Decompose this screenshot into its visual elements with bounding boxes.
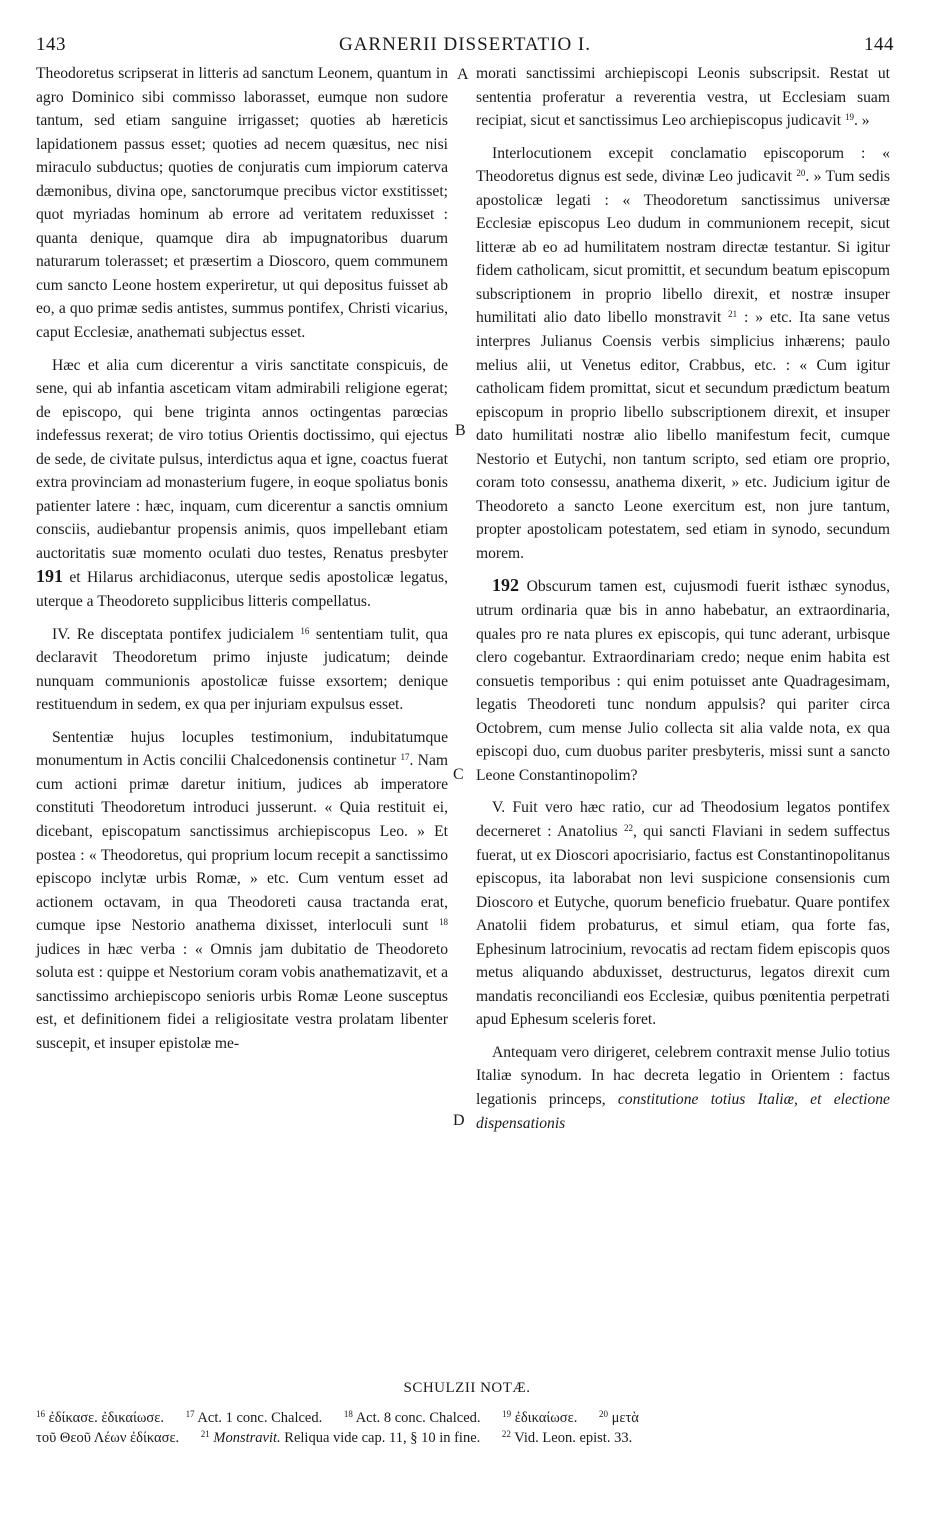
right-paragraph-2-text-b: . » Tum sedis apostolicæ legati : « Theodoretum sanctissimus universæ Ecclesiæ episcopus Leo dudum in communionem recepit, sicut litteræ ab eo ad humilitatem nostram directæ testantur. Si igitur fidem catholicam, sicut promittit, et secundum beatum episcopum subscriptionem in proprio libello direxit, et nostræ insuper humilitati alio dato libello monstravit	[476, 168, 890, 327]
footnote-22	[502, 1428, 632, 1448]
footnote-20-number: 20	[598, 1409, 608, 1419]
right-paragraph-1-text-a: morati sanctissimi archiepiscopi Leonis subscripsit. Restat ut sententia proferatur a reverentia vestra, ut Ecclesiam suam recipiat, sicut et sanctissimus Leo archiepiscopus judicavit	[476, 65, 890, 130]
footnote-ref-18: 18	[439, 917, 448, 928]
margin-marker-c: C	[453, 766, 464, 783]
page-number-right: 144	[864, 34, 894, 55]
footnote-19	[502, 1408, 577, 1428]
right-paragraph-3	[476, 574, 890, 787]
footnote-21	[201, 1428, 481, 1448]
footnote-16-text: ἐδίκασε. ἐδικαίωσε.	[48, 1410, 164, 1426]
section-number-191: 191	[36, 566, 63, 587]
page-number-left: 143	[36, 34, 66, 55]
footnote-ref-21: 21	[728, 309, 738, 320]
footnote-ref-22: 22	[623, 822, 633, 833]
margin-marker-b: B	[455, 422, 466, 439]
footnote-ref-20: 20	[796, 168, 806, 179]
footnote-19-number: 19	[502, 1409, 512, 1419]
footnote-ref-16: 16	[300, 625, 310, 636]
footnote-18-number: 18	[343, 1409, 353, 1419]
left-paragraph-2-text-a: Hæc et alia cum dicerentur a viris sanctitate conspicuis, de sene, qui ab infantia asceticam vitam admirabili religione egerat; de episcopo, qui bene triginta annos octingentas parœcias indefessus rexerat; de viro totius Orientis doctissimo, qui ejectus de sede, de civitate pulsus, interdictus aqua et igne, coactus fuerat extra provinciam ad monasterium fugere, in eoque spoliatus bonis patienter latere : hæc, inquam, cum dicerentur a sanctis omnium consciis, audiebantur propensis animis, quos impellebant etiam auctoritatis suæ momento oculati duo testes, Renatus presbyter	[36, 356, 448, 562]
left-paragraph-4-text-b: . Nam cum actioni primæ daretur initium, judices ab imperatore constituti Theodoretum introduci jusserunt. « Quia restituit ei, dicebant, episcopatum sanctissimus archiepiscopus Leo. » Et postea : « Theodoretus, qui proprium locum recepit a sanctissimo episcopo inclytæ urbis Romæ, » etc. Cum ventum esset ad actionem octavam, in qua Theodoreti causa tractanda erat, cumque ipse Nestorio anathema dixisset, interloculi sunt	[36, 752, 448, 935]
right-paragraph-2-text-a: Interlocutionem excepit conclamatio episcoporum : « Theodoretus dignus est sede, divinæ Leo judicavit	[476, 144, 890, 186]
margin-marker-a: A	[457, 66, 469, 83]
footnote-17-number: 17	[185, 1409, 195, 1419]
notes-heading: SCHULZII NOTÆ.	[403, 1380, 531, 1396]
right-paragraph-1	[476, 62, 890, 133]
right-paragraph-5	[476, 1041, 890, 1135]
page-header	[36, 34, 894, 64]
right-paragraph-1-text-b: . »	[853, 112, 870, 130]
footnote-22-text: Vid. Leon. epist. 33.	[514, 1430, 633, 1446]
right-paragraph-4-text-b: , qui sancti Flaviani in sedem suffectus fuerat, ut ex Dioscori apocrisiario, factus est Constantinopolitanus episcopus, ita laborabat non levi suspicione consensionis cum Dioscoro et Eutyche, quorum beneficio fruebatur. Quare pontifex Anatolii fidem probaturus, et simul etiam, qua forte fas, Ephesinum latrocinium, revocatis ad rectam fidem episcopis quos metus aliquando abduxisset, destructurus, legatos direxit cum mandatis reconciliandi eos Ecclesiæ, quibus pœnitentia perpetrati apud Ephesum sceleris foret.	[476, 822, 891, 1029]
right-paragraph-2-text-c: : » etc. Ita sane vetus interpres Julianus Coensis verbis simplicius inhærens; paulo melius alii, ut Venetus editor, Crabbus, etc. : « Cum igitur catholicam fidem promittat, sicut et secundum prædictum beatum episcopum in proprio libello subscriptionem direxit, et insuper dato humilitati nostræ alio libello manifestum fecit, cumque Nestorio et Eutychi, non tantum scripto, sed etiam ore proprio, coram toto consessu, anathema dixerit, » etc. Judicium igitur de Theodoreto a sancto Leone exercitum est, non jure tantum, propter apostolicam potestatem, sed etiam in synodo, secundum morem.	[476, 309, 890, 562]
right-paragraph-5-italic: constitutione totius Italiæ, et electione dispensationis	[476, 1090, 890, 1132]
section-number-192: 192	[492, 575, 519, 596]
footnote-16-number: 16	[36, 1409, 45, 1419]
right-paragraph-2	[476, 142, 890, 566]
footnotes-row-1	[36, 1408, 894, 1428]
right-paragraph-3-text: Obscurum tamen est, cujusmodi fuerit isthæc synodus, utrum ordinaria quæ bis in anno habebatur, an extraordinaria, quales pro re nata plures ex episcopis, qui tunc aderant, urbisque clero cogebantur. Extraordinariam credo; neque enim habita est consuetis temporibus : qui enim potuisset ante Quadragesimam, legatis Theodoreti tunc nondum appulsis? qui pariter circa Octobrem, cum mense Julio collecta sit alia valde nota, ex qua episcopi duo, cum duobus pariter presbyteris, missi sunt a sancto Leone Constantinopolim?	[476, 578, 890, 784]
left-paragraph-1: Theodoretus scripserat in litteris ad sanctum Leonem, quantum in agro Dominico sibi commisso laborasset, eumque non sudore tantum, sed etiam sanguine irrigasset; quoties ab hæreticis lapidationem passus esset; quoties ad necem quæsitus, nec nisi miraculo subductus; quoties de conjuratis cum impiorum caterva dæmonibus, divina ope, sanctorumque precibus victor exstitisset; quot myriadas hominum ab errore ad veritatem reduxisset : quanta denique, quamque dira ab impugnatoribus duarum naturarum tolerasset; et præsertim a Dioscoro, quem communem cum sancto Leone hostem experiretur, ut qui depositus fuisset ab eo, a quo primæ sedis antistes, summus pontifex, Christi vicarius, caput Ecclesiæ, anathemati subjectus esset.	[36, 65, 448, 342]
footnote-21-text: Reliqua vide cap. 11, § 10 in fine.	[284, 1430, 481, 1446]
right-column	[476, 62, 890, 1135]
left-paragraph-3-text-b: sententiam tulit, qua declaravit Theodoretum primo injuste judicatum; deinde nunquam communionis apostolicæ fuisse exsortem; denique restituendum in sedem, ex qua per injuriam expulsus esset.	[36, 625, 448, 714]
footnote-22-number: 22	[501, 1429, 511, 1439]
right-paragraph-4	[476, 796, 890, 1031]
right-paragraph-4-text-a: V. Fuit vero hæc ratio, cur ad Theodosium legatos pontifex decerneret : Anatolius	[476, 799, 890, 840]
footnote-16	[36, 1408, 164, 1428]
footnote-21-number: 21	[200, 1429, 210, 1439]
footnote-18-text: Act. 8 conc. Chalced.	[355, 1410, 481, 1426]
left-paragraph-2-text-b: et Hilarus archidiaconus, uterque sedis apostolicæ legatus, uterque a Theodoreto supplicibus litteris compellatus.	[36, 569, 448, 611]
margin-marker-d: D	[453, 1112, 465, 1129]
footnote-17	[186, 1408, 323, 1428]
left-paragraph-3	[36, 623, 448, 717]
footnote-ref-19: 19	[844, 112, 854, 123]
footnotes-row-2	[36, 1428, 894, 1448]
left-column	[36, 62, 448, 1055]
footnote-20	[599, 1408, 639, 1428]
footnote-20-cont: τοῦ Θεοῦ Λέων ἐδίκασε.	[36, 1430, 180, 1446]
footnote-20-text-a: μετὰ	[611, 1410, 639, 1426]
footnote-17-text: Act. 1 conc. Chalced.	[197, 1410, 323, 1426]
left-paragraph-2	[36, 354, 448, 614]
footnote-ref-17: 17	[400, 752, 410, 763]
left-paragraph-4-text-a: Sententiæ hujus locuples testimonium, indubitatumque monumentum in Actis concilii Chalcedonensis continetur	[36, 728, 448, 770]
footnote-19-text: ἐδικαίωσε.	[514, 1410, 578, 1426]
left-paragraph-4-text-c: judices in hæc verba : « Omnis jam dubitatio de Theodoreto soluta est : quippe et Nestorium coram vobis anathematizavit, et a sanctissimo archiepiscopo senioris urbis Romæ Leone susceptus est, et definitionem fidei a religiositate vestra prolatam libenter suscepit, et insuper epistolæ me-	[36, 940, 448, 1052]
footnote-18	[344, 1408, 481, 1428]
footnotes	[36, 1408, 894, 1448]
footnote-21-italic: Monstravit.	[213, 1430, 281, 1446]
left-paragraph-3-text-a: IV. Re disceptata pontifex judicialem	[52, 625, 294, 643]
left-paragraph-4	[36, 726, 448, 1056]
right-paragraph-5-text: Antequam vero dirigeret, celebrem contraxit mense Julio totius Italiæ synodum. In hac decreta legatio in Orientem : factus legationis princeps,	[476, 1043, 890, 1108]
running-title: GARNERII DISSERTATIO I.	[338, 34, 592, 55]
